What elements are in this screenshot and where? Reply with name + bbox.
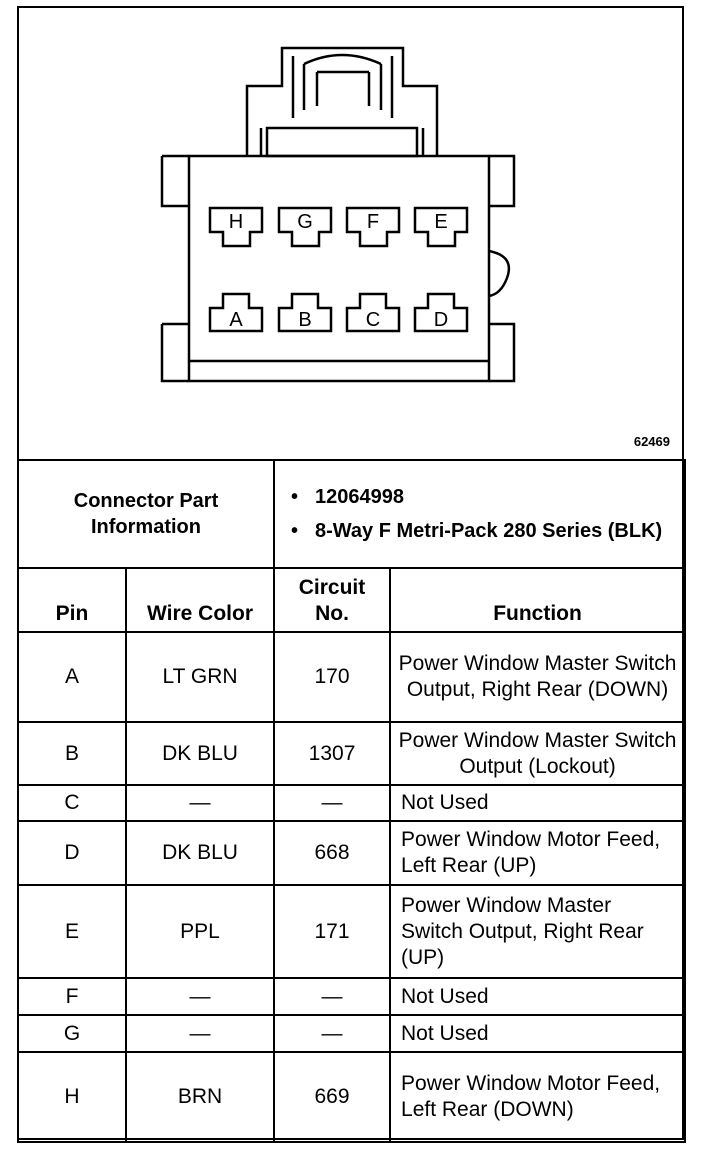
connector-drawing	[17, 6, 684, 461]
pin-cell: B	[18, 722, 126, 785]
wire-color-cell: PPL	[126, 885, 274, 978]
connector-table	[17, 459, 686, 1143]
cavity-label-d: D	[433, 309, 449, 331]
pin-cell: A	[18, 632, 126, 722]
wire-color-cell: —	[126, 1015, 274, 1052]
function-cell: Not Used	[390, 1015, 685, 1052]
function-cell: Power Window Motor Feed, Left Rear (UP)	[390, 821, 685, 885]
circuit-cell: 170	[274, 632, 390, 722]
connector-type: • 8-Way F Metri-Pack 280 Series (BLK)	[315, 518, 678, 544]
header-pin: Pin	[18, 568, 126, 632]
circuit-cell: —	[274, 785, 390, 821]
pin-cell: G	[18, 1015, 126, 1052]
table-row	[18, 1015, 685, 1052]
function-cell: Not Used	[390, 785, 685, 821]
table-row	[18, 722, 685, 785]
connector-diagram	[17, 6, 684, 461]
pin-cell: D	[18, 821, 126, 885]
info-values	[274, 460, 685, 568]
wire-color-cell: —	[126, 978, 274, 1015]
header-row	[18, 568, 685, 632]
circuit-cell: 669	[274, 1052, 390, 1142]
table-row	[18, 885, 685, 978]
table-row	[18, 785, 685, 821]
header-wire-color: Wire Color	[126, 568, 274, 632]
circuit-cell: 171	[274, 885, 390, 978]
wire-color-cell: BRN	[126, 1052, 274, 1142]
cavity-label-g: G	[297, 211, 313, 233]
pin-cell: E	[18, 885, 126, 978]
info-row	[18, 460, 685, 568]
header-circuit: Circuit No.	[274, 568, 390, 632]
circuit-cell: —	[274, 978, 390, 1015]
wire-color-cell: LT GRN	[126, 632, 274, 722]
circuit-cell: —	[274, 1015, 390, 1052]
figure-number: 62469	[633, 434, 670, 449]
cavity-label-c: C	[365, 309, 381, 331]
pin-cell: C	[18, 785, 126, 821]
table-row	[18, 821, 685, 885]
function-cell: Power Window Master Switch Output (Lockout)	[390, 722, 685, 785]
function-cell: Not Used	[390, 978, 685, 1015]
cavity-label-h: H	[228, 211, 244, 233]
table-row	[18, 632, 685, 722]
wire-color-cell: DK BLU	[126, 722, 274, 785]
function-cell: Power Window Master Switch Output, Right Rear (UP)	[390, 885, 685, 978]
cavity-label-a: A	[229, 309, 243, 331]
part-number: • 12064998	[315, 484, 678, 510]
pin-cell: F	[18, 978, 126, 1015]
wire-color-cell: —	[126, 785, 274, 821]
function-cell: Power Window Master Switch Output, Right Rear (DOWN)	[390, 632, 685, 722]
cavity-label-e: E	[434, 211, 448, 233]
function-cell: Power Window Motor Feed, Left Rear (DOWN)	[390, 1052, 685, 1142]
circuit-cell: 668	[274, 821, 390, 885]
wire-color-cell: DK BLU	[126, 821, 274, 885]
cavity-label-f: F	[366, 211, 380, 233]
pin-cell: H	[18, 1052, 126, 1142]
cavity-label-b: B	[298, 309, 312, 331]
table-row	[18, 1052, 685, 1142]
info-label: Connector Part Information	[18, 460, 274, 568]
header-function: Function	[390, 568, 685, 632]
table-row	[18, 978, 685, 1015]
circuit-cell: 1307	[274, 722, 390, 785]
